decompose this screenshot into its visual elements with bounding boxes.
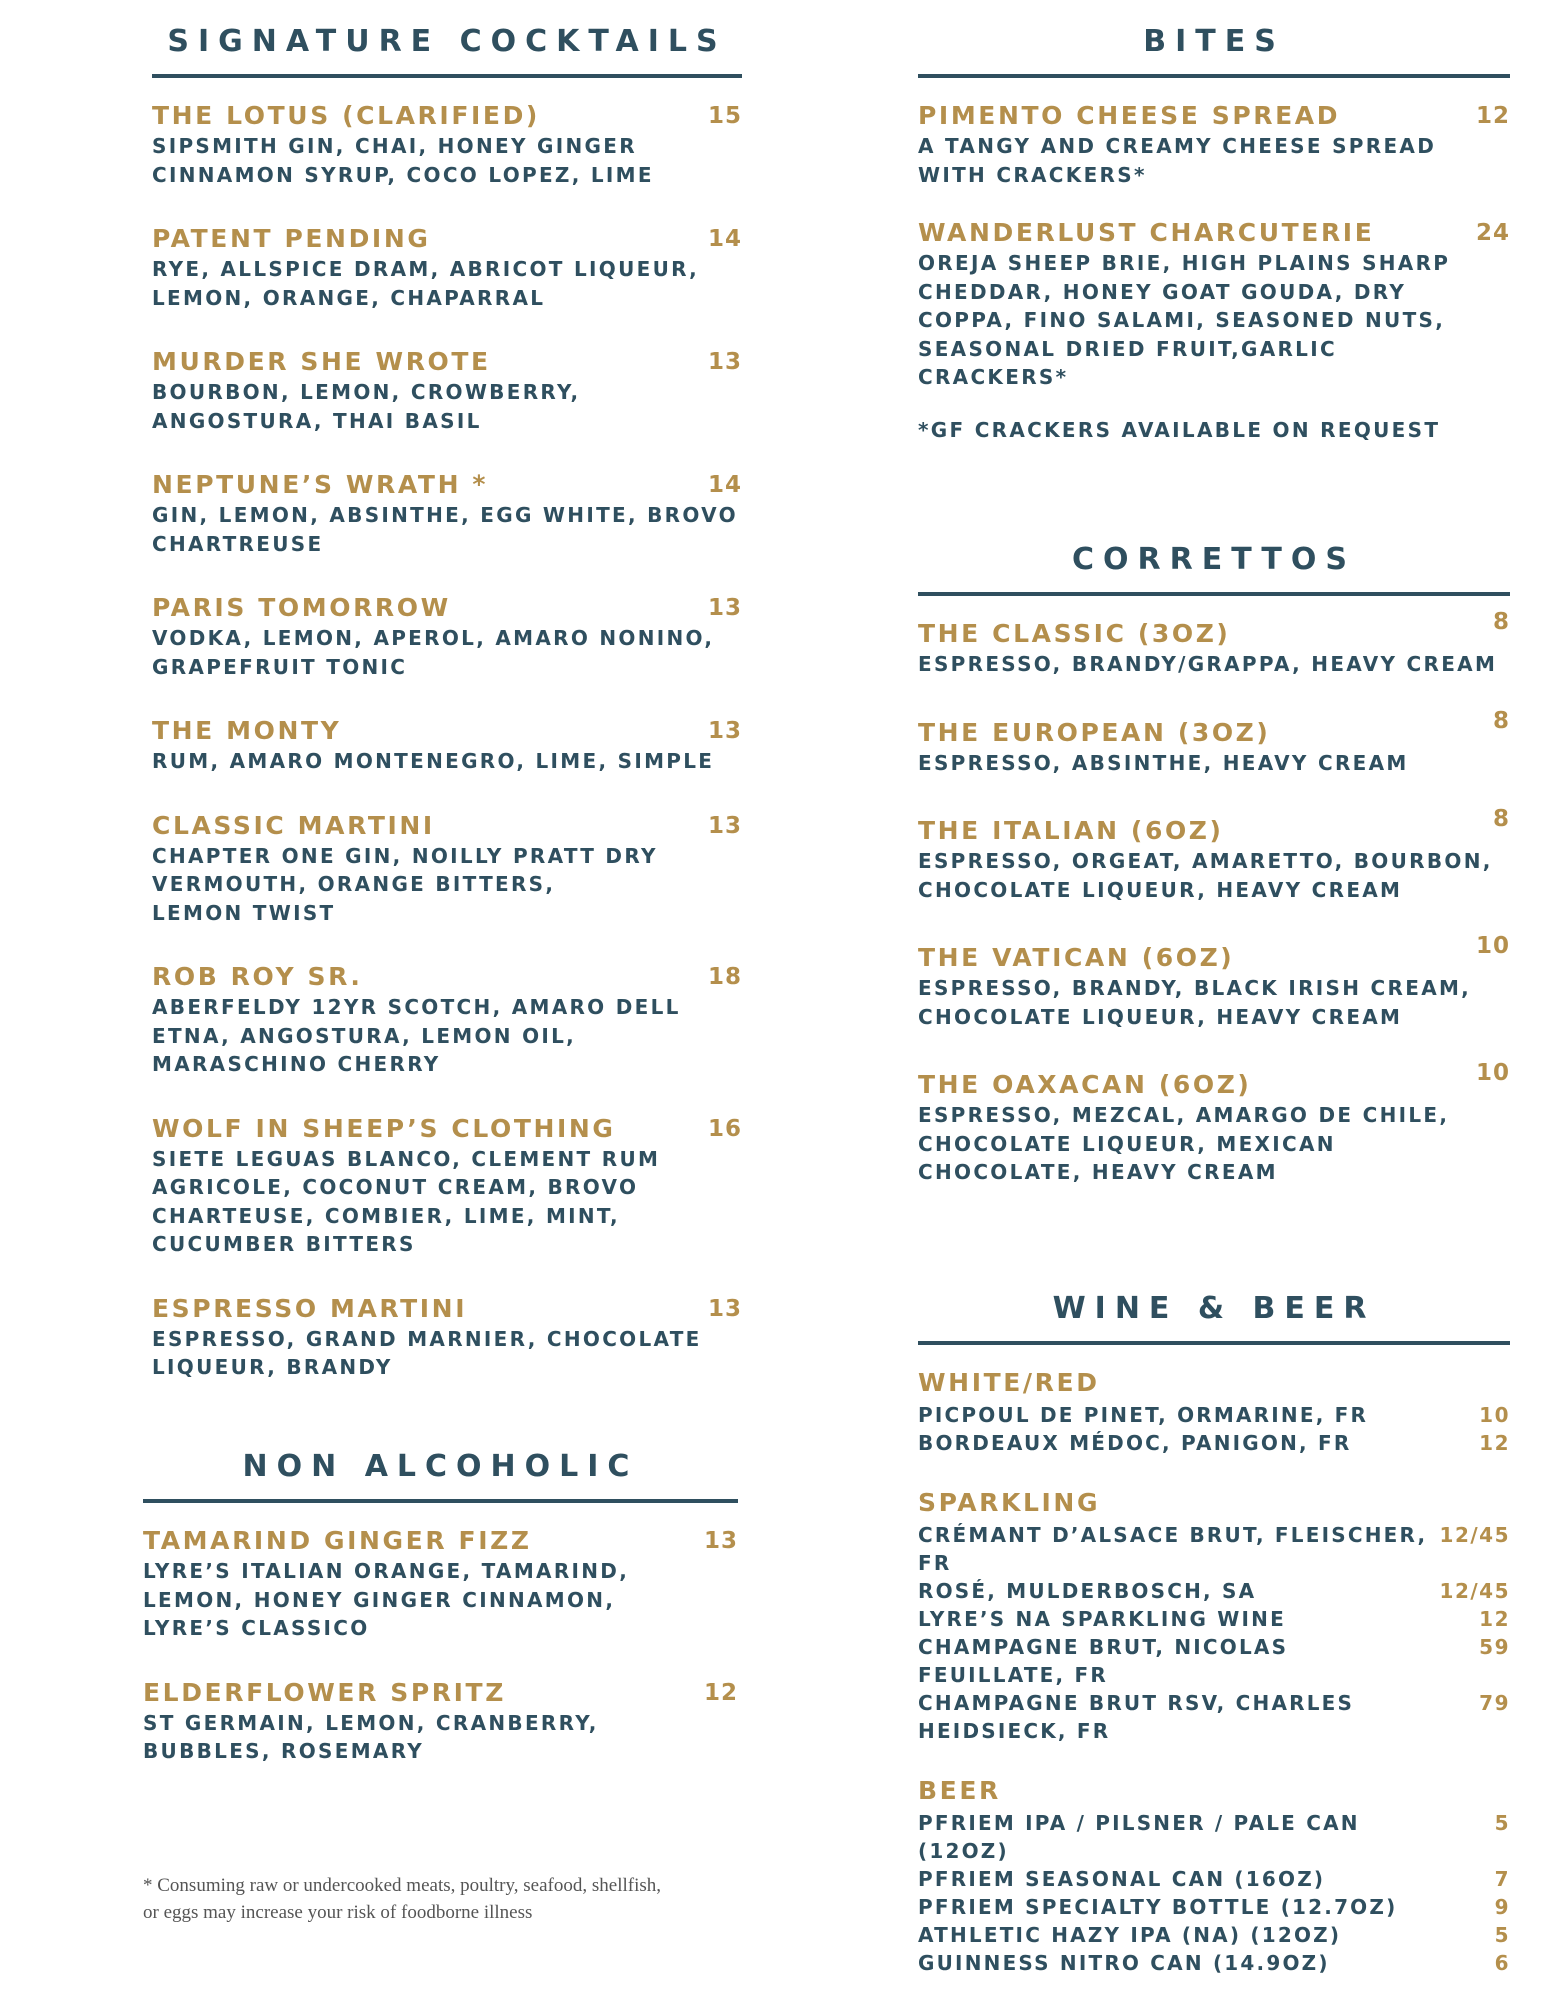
wine-price: 7 (1494, 1867, 1510, 1891)
wine-price: 10 (1479, 1403, 1510, 1427)
non-alcoholic-list (143, 1525, 738, 1766)
item-price: 13 (707, 349, 742, 375)
wine-name: CRÉMANT D’ALSACE BRUT, FLEISCHER, FR (918, 1523, 1428, 1575)
item-description: RYE, ALLSPICE DRAM, ABRICOT LIQUEUR, LEMON, ORANGE, CHAPARRAL (152, 257, 700, 310)
item-name: THE CLASSIC (3OZ) (918, 619, 1231, 648)
section-title-bites: BITES (918, 22, 1510, 78)
wine-price: 79 (1479, 1691, 1510, 1715)
item-price: 8 (1492, 806, 1510, 832)
wine-name: ATHLETIC HAZY IPA (NA) (12OZ) (918, 1923, 1342, 1947)
wine-name: GUINNESS NITRO CAN (14.9OZ) (918, 1951, 1330, 1975)
item-price: 12 (703, 1679, 738, 1706)
cocktail-list (152, 100, 742, 1382)
list-item (918, 1865, 1510, 1893)
list-item (918, 1577, 1510, 1605)
list-item (918, 1521, 1510, 1577)
menu-item (152, 961, 742, 1079)
wine-category: WHITE/RED (918, 1368, 1100, 1397)
item-name: THE VATICAN (6OZ) (918, 943, 1235, 972)
wine-price: 5 (1494, 1811, 1510, 1835)
item-name: ESPRESSO MARTINI (152, 1293, 468, 1323)
menu-item (152, 469, 742, 558)
item-name: CLASSIC MARTINI (152, 810, 435, 840)
item-price: 24 (1475, 220, 1510, 246)
item-name: PATENT PENDING (152, 224, 431, 253)
correttos-section (918, 540, 1510, 1225)
item-price: 18 (707, 964, 742, 990)
item-description: LYRE’S ITALIAN ORANGE, TAMARIND, LEMON, HONEY GINGER CINNAMON, LYRE’S CLASSICO (143, 1559, 630, 1640)
wine-name: ROSÉ, MULDERBOSCH, SA (918, 1579, 1257, 1603)
item-description: OREJA SHEEP BRIE, HIGH PLAINS SHARP CHEDDAR, HONEY GOAT GOUDA, DRY COPPA, FINO SALAMI, SEASONED NUTS, SEASONAL DRIED FRUIT,GARLIC CRACKERS* (918, 251, 1451, 389)
non-alcoholic-section (143, 1447, 738, 1800)
bites-section (918, 22, 1510, 444)
menu-item (918, 707, 1510, 778)
wine-price: 5 (1494, 1923, 1510, 1947)
item-name: NEPTUNE’S WRATH * (152, 470, 489, 499)
list-item (918, 1605, 1510, 1633)
item-name: ROB ROY SR. (152, 962, 363, 991)
gf-crackers-note: *GF CRACKERS AVAILABLE ON REQUEST (918, 417, 1441, 442)
wine-group-white-red (918, 1367, 1510, 1457)
item-description: ESPRESSO, MEZCAL, AMARGO DE CHILE, CHOCOLATE LIQUEUR, MEXICAN CHOCOLATE, HEAVY CREAM (918, 1103, 1450, 1184)
item-description: ESPRESSO, GRAND MARNIER, CHOCOLATE LIQUEUR, BRANDY (152, 1326, 702, 1379)
item-description: ABERFELDY 12YR SCOTCH, AMARO DELL ETNA, ANGOSTURA, LEMON OIL, MARASCHINO CHERRY (152, 995, 681, 1076)
item-description: ESPRESSO, ABSINTHE, HEAVY CREAM (918, 750, 1409, 775)
item-name: THE LOTUS (CLARIFIED) (152, 101, 540, 130)
item-price: 15 (707, 103, 742, 129)
list-item (918, 1401, 1510, 1429)
wine-category: SPARKLING (918, 1488, 1101, 1517)
menu-item (152, 223, 742, 312)
item-description: ESPRESSO, ORGEAT, AMARETTO, BOURBON, CHOCOLATE LIQUEUR, HEAVY CREAM (918, 849, 1493, 902)
item-description: SIPSMITH GIN, CHAI, HONEY GINGER CINNAMON SYRUP, COCO LOPEZ, LIME (152, 134, 654, 187)
menu-item (918, 806, 1510, 904)
menu-item (143, 1677, 738, 1766)
item-name: MURDER SHE WROTE (152, 347, 491, 376)
wine-name: CHAMPAGNE BRUT RSV, CHARLES HEIDSIECK, FR (918, 1691, 1355, 1743)
bites-list (918, 100, 1510, 392)
item-description: CHAPTER ONE GIN, NOILLY PRATT DRY VERMOUTH, ORANGE BITTERS, LEMON TWIST (152, 843, 658, 925)
item-name: THE OAXACAN (6OZ) (918, 1070, 1252, 1099)
section-title-signature-cocktails: SIGNATURE COCKTAILS (152, 22, 742, 78)
signature-cocktails-section (152, 22, 742, 1416)
correttos-list (918, 609, 1510, 1187)
item-name: THE MONTY (152, 716, 342, 745)
menu-item (152, 100, 742, 189)
wine-price: 12/45 (1439, 1523, 1510, 1547)
section-title-correttos: CORRETTOS (918, 540, 1510, 596)
list-item (918, 1809, 1510, 1865)
menu-item (152, 592, 742, 681)
menu-item (152, 715, 742, 776)
wine-name: CHAMPAGNE BRUT, NICOLAS FEUILLATE, FR (918, 1635, 1289, 1687)
wine-name: PICPOUL DE PINET, ORMARINE, FR (918, 1403, 1369, 1427)
menu-item (152, 810, 742, 928)
item-price: 8 (1492, 707, 1510, 734)
wine-price: 12 (1479, 1431, 1510, 1455)
section-title-wine-beer: WINE & BEER (918, 1289, 1510, 1345)
wine-price: 6 (1494, 1951, 1510, 1975)
item-name: PIMENTO CHEESE SPREAD (918, 101, 1341, 130)
menu-item (918, 217, 1510, 392)
wine-name: PFRIEM SPECIALTY BOTTLE (12.7OZ) (918, 1895, 1398, 1919)
list-item (918, 1921, 1510, 1949)
wine-name: PFRIEM SEASONAL CAN (16OZ) (918, 1867, 1326, 1891)
wine-name: LYRE’S NA SPARKLING WINE (918, 1607, 1286, 1631)
item-price: 10 (1475, 933, 1510, 959)
menu-item (143, 1525, 738, 1643)
wine-group-beer (918, 1775, 1510, 1977)
item-price: 13 (707, 595, 742, 621)
item-name: THE ITALIAN (6OZ) (918, 816, 1224, 845)
wine-price: 59 (1479, 1635, 1510, 1659)
wine-name: BORDEAUX MÉDOC, PANIGON, FR (918, 1431, 1352, 1455)
wine-name: PFRIEM IPA / PILSNER / PALE CAN (12OZ) (918, 1811, 1360, 1863)
item-description: RUM, AMARO MONTENEGRO, LIME, SIMPLE (152, 749, 715, 773)
item-description: GIN, LEMON, ABSINTHE, EGG WHITE, BROVO CHARTREUSE (152, 503, 738, 556)
menu-item (918, 609, 1510, 679)
list-item (918, 1893, 1510, 1921)
item-price: 13 (707, 718, 742, 744)
wine-beer-section (918, 1289, 1510, 2007)
item-name: PARIS TOMORROW (152, 593, 451, 622)
list-item (918, 1429, 1510, 1457)
wine-price: 9 (1494, 1895, 1510, 1919)
menu-item (152, 1113, 742, 1259)
item-description: ST GERMAIN, LEMON, CRANBERRY, BUBBLES, ROSEMARY (143, 1710, 599, 1763)
section-title-non-alcoholic: NON ALCOHOLIC (143, 1447, 738, 1503)
item-price: 14 (707, 472, 742, 498)
item-price: 13 (707, 1295, 742, 1322)
list-item (918, 1949, 1510, 1977)
item-description: SIETE LEGUAS BLANCO, CLEMENT RUM AGRICOLE, COCONUT CREAM, BROVO CHARTEUSE, COMBIER, LIME, MINT, CUCUMBER BITTERS (152, 1146, 661, 1256)
item-price: 13 (703, 1528, 738, 1554)
item-price: 10 (1475, 1060, 1510, 1086)
item-description: A TANGY AND CREAMY CHEESE SPREAD WITH CRACKERS* (918, 134, 1437, 187)
menu-item (152, 346, 742, 435)
item-description: ESPRESSO, BRANDY/GRAPPA, HEAVY CREAM (918, 652, 1498, 676)
menu-item (152, 1293, 742, 1382)
item-name: WOLF IN SHEEP’S CLOTHING (152, 1113, 616, 1143)
wine-price: 12 (1479, 1607, 1510, 1631)
item-price: 13 (707, 812, 742, 839)
item-price: 16 (707, 1115, 742, 1142)
footnote-foodborne-illness: * Consuming raw or undercooked meats, poultry, seafood, shellfish, or eggs may increase your risk of foodborne illness (143, 1875, 662, 1923)
wine-category: BEER (918, 1776, 1001, 1805)
item-price: 14 (707, 226, 742, 252)
menu-item (918, 933, 1510, 1031)
item-description: BOURBON, LEMON, CROWBERRY, ANGOSTURA, THAI BASIL (152, 380, 581, 433)
wine-price: 12/45 (1439, 1579, 1510, 1603)
item-name: TAMARIND GINGER FIZZ (143, 1526, 532, 1555)
menu-item (918, 100, 1510, 189)
list-item (918, 1689, 1510, 1745)
item-description: ESPRESSO, BRANDY, BLACK IRISH CREAM, CHOCOLATE LIQUEUR, HEAVY CREAM (918, 976, 1472, 1029)
item-price: 8 (1492, 609, 1510, 635)
item-description: VODKA, LEMON, APEROL, AMARO NONINO, GRAPEFRUIT TONIC (152, 626, 715, 679)
wine-group-sparkling (918, 1487, 1510, 1745)
item-name: WANDERLUST CHARCUTERIE (918, 218, 1375, 247)
item-name: ELDERFLOWER SPRITZ (143, 1677, 506, 1707)
item-price: 12 (1475, 103, 1510, 129)
item-name: THE EUROPEAN (3OZ) (918, 717, 1271, 747)
menu-item (918, 1060, 1510, 1187)
list-item (918, 1633, 1510, 1689)
